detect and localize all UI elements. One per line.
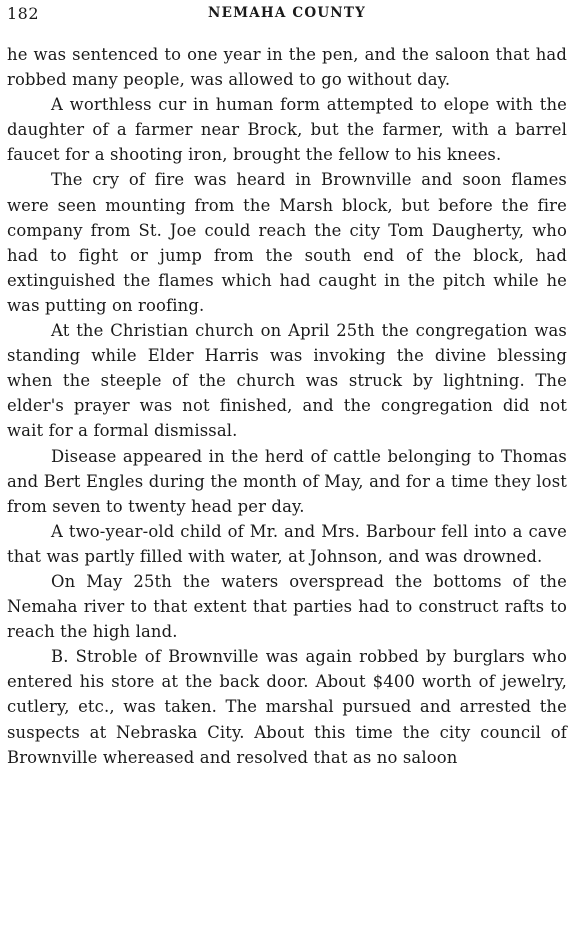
paragraph-drowning: A two-year-old child of Mr. and Mrs. Barbour fell into a cave that was partly filled with water, at Johnson, and was drowned. (7, 521, 567, 566)
paragraph-continued: he was sentenced to one year in the pen, and the saloon that had robbed many people, was allowed to go without day. (7, 45, 567, 90)
body-text (7, 42, 567, 770)
paragraph-cattle-disease: Disease appeared in the herd of cattle belonging to Thomas and Bert Engles during the month of May, and for a time they lost from seven to twenty head per day. (7, 446, 567, 516)
page-number: 182 (7, 4, 40, 23)
paragraph-burglary: B. Stroble of Brownville was again robbed by burglars who entered his store at the back door. About $400 worth of jewelry, cutlery, etc., was taken. The marshal pursued and arrested the suspects at Nebraska City. About this time the city council of Brownville whereased and resolved that as no saloon (7, 647, 567, 767)
paragraph-fire: The cry of fire was heard in Brownville and soon flames were seen mounting from the Marsh block, but before the fire company from St. Joe could reach the city Tom Daugherty, who had to fight or jump from the south end of the block, had extinguished the flames which had caught in the pitch while he was putting on roofing. (7, 170, 567, 315)
paragraph-lightning: At the Christian church on April 25th the congregation was standing while Elder Harris was invoking the divine blessing when the steeple of the church was struck by lightning. The elder's prayer was not finished, and the congregation did not wait for a formal dismissal. (7, 321, 567, 441)
running-head: NEMAHA COUNTY (208, 5, 366, 21)
paragraph-flood: On May 25th the waters overspread the bottoms of the Nemaha river to that extent that parties had to construct rafts to reach the high land. (7, 571, 567, 642)
page-header (7, 2, 567, 26)
paragraph-elopement: A worthless cur in human form attempted to elope with the daughter of a farmer near Brock, but the farmer, with a barrel faucet for a shooting iron, brought the fellow to his knees. (7, 95, 567, 165)
